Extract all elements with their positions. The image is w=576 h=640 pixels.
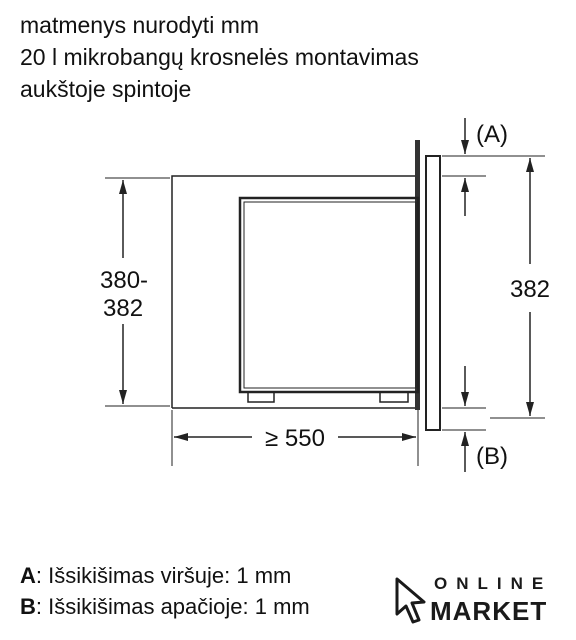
- logo-line-online: ONLINE: [434, 574, 553, 593]
- depth-label: ≥ 550: [265, 425, 325, 452]
- left-height-label-line1: 380-: [100, 267, 149, 294]
- legend-key-b: B: [20, 594, 36, 619]
- online-market-logo: [384, 570, 564, 632]
- marker-b-label: (B): [476, 443, 508, 470]
- title-line-placement: aukštoje spintoje: [20, 76, 192, 102]
- title-line-units: matmenys nurodyti mm: [20, 12, 260, 38]
- microwave-foot-right: [380, 392, 408, 402]
- legend: [20, 560, 310, 622]
- front-panel: [426, 156, 440, 430]
- title-line-product: 20 l mikrobangų krosnelės montavimas: [20, 44, 419, 70]
- legend-item-b: [20, 591, 310, 622]
- legend-item-a: [20, 560, 310, 591]
- logo-line-market: MARKET: [430, 596, 548, 626]
- legend-text-b: : Išsikišimas apačioje: 1 mm: [35, 594, 310, 619]
- left-height-label-line2: 382: [103, 295, 144, 322]
- microwave-body: [240, 198, 418, 392]
- cabinet-niche-outline: [172, 140, 418, 408]
- cursor-arrow-icon: [394, 576, 430, 626]
- legend-key-a: A: [20, 563, 36, 588]
- right-height-label: 382: [509, 276, 551, 303]
- legend-text-a: : Išsikišimas viršuje: 1 mm: [35, 563, 292, 588]
- microwave-body-inner: [244, 202, 416, 388]
- microwave-foot-left: [248, 392, 274, 402]
- marker-a-label: (A): [476, 121, 508, 148]
